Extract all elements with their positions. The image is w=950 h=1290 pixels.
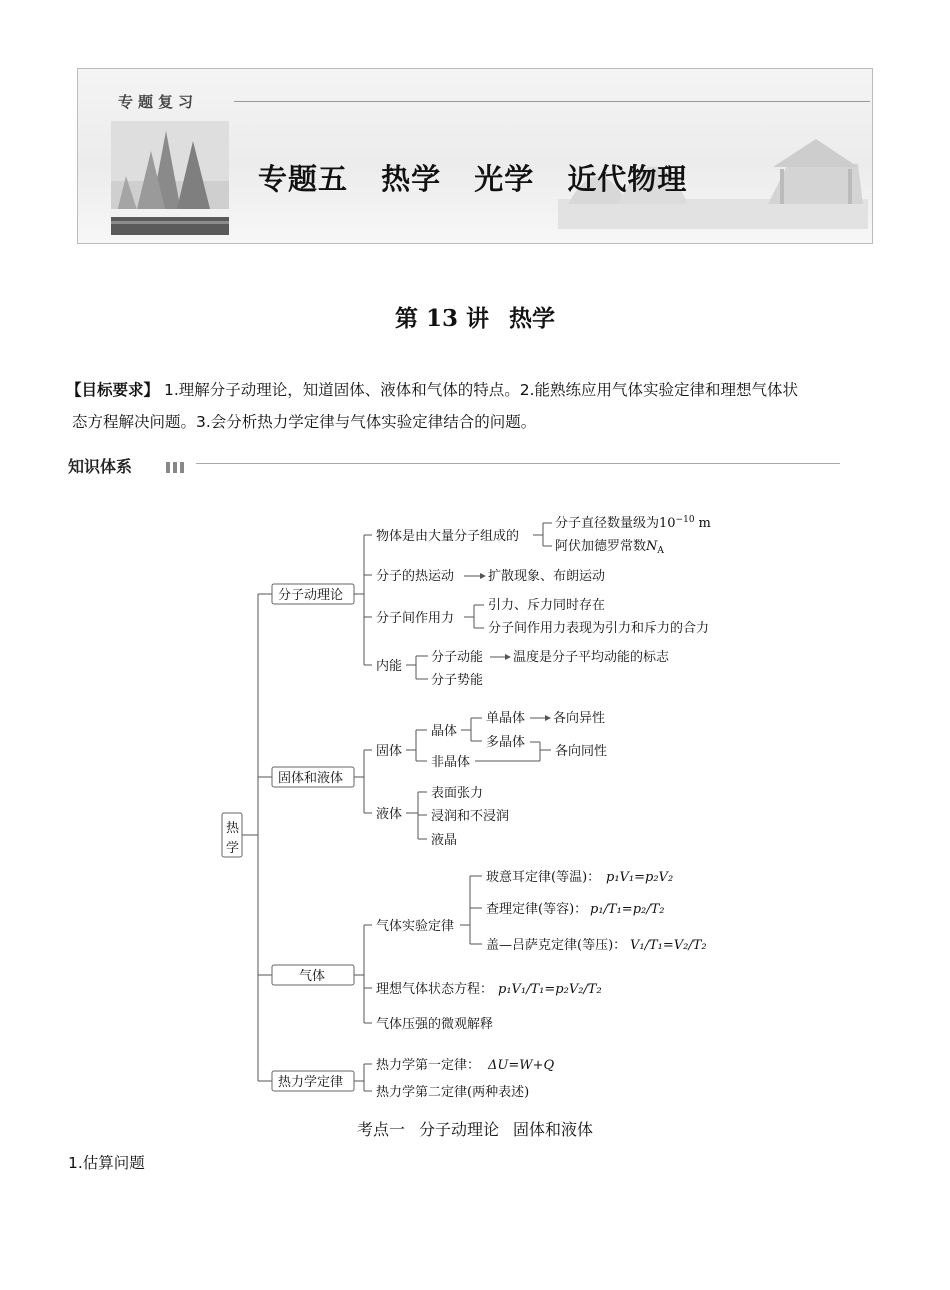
- kinetic-text: 分子动能: [431, 650, 484, 665]
- charles-formula: p₁/T₁=p₂/T₂: [590, 902, 665, 917]
- banner-title-topic: 专题五: [258, 162, 349, 196]
- surface-tension-text: 表面张力: [431, 786, 484, 801]
- force-text: 分子间作用力: [376, 611, 455, 626]
- single-crystal-text: 单晶体: [486, 711, 526, 726]
- laws-connector: [460, 876, 482, 944]
- energy-connector: [406, 656, 428, 679]
- root-node-char-1: 热: [226, 821, 240, 836]
- objectives-text-1: 1.理解分子动理论，知道固体、液体和气体的特点。2.能熟练应用气体实验定律和理想气体状: [163, 381, 799, 399]
- solid-connector: [406, 730, 427, 761]
- force-a-text: 引力、斥力同时存在: [488, 598, 606, 613]
- isotropy-text: 各向同性: [555, 744, 608, 759]
- first-law-text: 热力学第一定律：: [376, 1058, 481, 1073]
- first-law-formula: ΔU=W+Q: [488, 1058, 555, 1073]
- poly-crystal-text: 多晶体: [486, 735, 526, 750]
- lecture-topic: 热学: [509, 305, 556, 332]
- composed-text: 物体是由大量分子组成的: [376, 529, 520, 544]
- experiment-laws-text: 气体实验定律: [376, 919, 455, 934]
- arrow-right-icon: [480, 573, 486, 579]
- liquid-connector: [406, 792, 427, 839]
- anisotropy-text: 各向异性: [553, 711, 606, 726]
- liquid-text: 液体: [376, 807, 403, 822]
- second-law-text: 热力学第二定律(两种表述): [376, 1085, 530, 1100]
- objectives-text-2: 态方程解决问题。3.会分析热力学定律与气体实验定律结合的问题。: [72, 413, 537, 431]
- potential-text: 分子势能: [431, 673, 484, 688]
- thermo-node-label: 热力学定律: [278, 1075, 344, 1090]
- gas-node-label: 气体: [299, 969, 326, 984]
- crystal-text: 晶体: [431, 724, 458, 739]
- solid-text: 固体: [376, 744, 403, 759]
- root-node-char-2: 学: [226, 841, 240, 856]
- crystal-connector: [461, 718, 482, 741]
- ideal-gas-formula: p₁V₁/T₁=p₂V₂/T₂: [498, 982, 602, 997]
- diameter-text: 分子直径数量级为$10^{-10}$ m: [555, 515, 711, 531]
- diffusion-text: 扩散现象、布朗运动: [488, 569, 606, 584]
- banner-title-optics: 光学: [474, 162, 535, 196]
- lecture-number: 第 13 讲: [394, 305, 490, 332]
- molecular-connector: [354, 535, 372, 665]
- subsection-heading: 1.估算问题: [68, 1154, 145, 1172]
- avogadro-text: 阿伏加德罗常数$N_A$: [555, 539, 664, 556]
- temperature-text: 温度是分子平均动能的标志: [513, 650, 670, 665]
- force-connector: [464, 605, 484, 628]
- internal-energy-text: 内能: [376, 659, 403, 674]
- arrow-right-icon: [505, 654, 511, 660]
- exam-point-content: 分子动理论: [418, 1120, 499, 1139]
- exam-point-label: 考点一: [356, 1120, 405, 1139]
- ideal-gas-text: 理想气体状态方程：: [376, 982, 494, 997]
- banner-title-modern: 近代物理: [567, 162, 688, 196]
- wetting-text: 浸润和不浸润: [431, 809, 510, 824]
- solid-liquid-node-label: 固体和液体: [278, 771, 344, 786]
- arrow-right-icon: [545, 715, 551, 721]
- thermal-motion-text: 分子的热运动: [376, 569, 455, 584]
- knowledge-system-heading: 知识体系: [68, 457, 133, 476]
- composed-connector: [533, 523, 552, 546]
- solid-liquid-connector: [354, 750, 372, 813]
- amorphous-text: 非晶体: [431, 755, 471, 770]
- boyle-text: 玻意耳定律(等温)：: [486, 870, 601, 885]
- exam-point-heading: [0, 1117, 950, 1140]
- molecular-node-label: 分子动理论: [278, 588, 344, 603]
- exam-point-content-2: 固体和液体: [513, 1120, 594, 1139]
- boyle-formula: p₁V₁=p₂V₂: [606, 870, 674, 885]
- liquid-crystal-text: 液晶: [431, 833, 458, 848]
- gas-connector: [354, 925, 372, 1023]
- banner-label: 专题复习: [118, 93, 199, 111]
- force-b-text: 分子间作用力表现为引力和斥力的合力: [488, 621, 710, 636]
- objectives-label: 【目标要求】: [66, 381, 160, 399]
- pressure-text: 气体压强的微观解释: [376, 1017, 494, 1032]
- root-connector: [242, 594, 272, 1081]
- banner-title-thermal: 热学: [381, 162, 442, 196]
- gay-lussac-formula: V₁/T₁=V₂/T₂: [630, 938, 707, 953]
- charles-text: 查理定律(等容)：: [486, 902, 588, 917]
- thermo-connector: [354, 1064, 372, 1091]
- gay-lussac-text: 盖—吕萨克定律(等压)：: [486, 938, 627, 953]
